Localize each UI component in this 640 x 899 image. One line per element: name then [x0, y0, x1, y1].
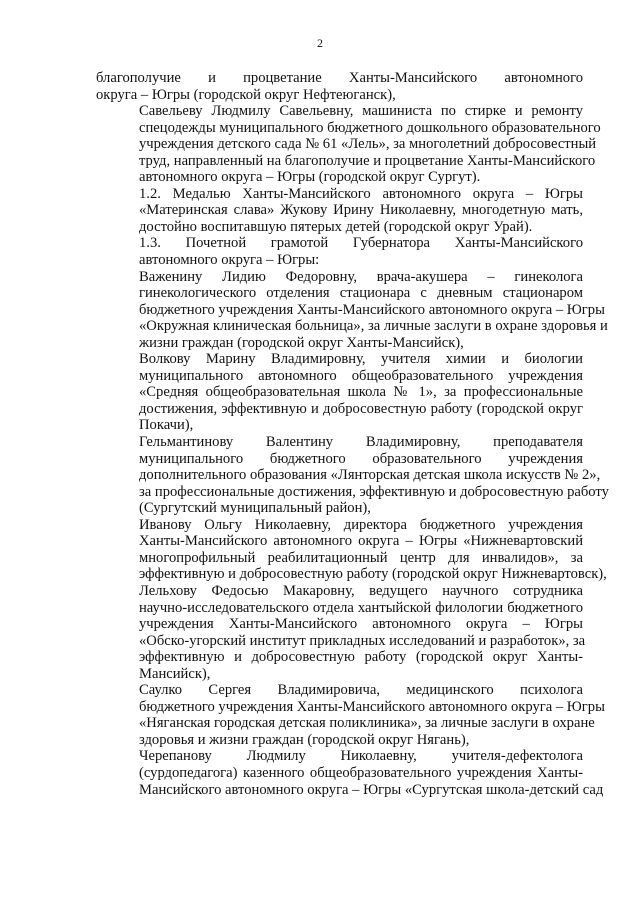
- text-line: муниципального бюджетного образовательного учреждения: [139, 450, 583, 467]
- text-line: эффективную и добросовестную работу (городской округ Ханты-: [139, 649, 583, 666]
- text-line: достижения, эффективную и добросовестную работу (городской округ: [139, 400, 583, 417]
- paragraph: [96, 186, 583, 236]
- text-line: спецодежды муниципального бюджетного дошкольного образовательного: [139, 119, 601, 136]
- paragraph: [96, 235, 583, 268]
- text-line: многопрофильный реабилитационный центр для инвалидов», за: [139, 549, 583, 566]
- text-line: «Окружная клиническая больница», за личные заслуги в охране здоровья и: [139, 318, 608, 335]
- paragraph: [96, 103, 601, 186]
- text-line: учреждения Ханты-Мансийского автономного округа – Югры: [139, 616, 583, 633]
- text-line: Лельхову Федосью Макаровну, ведущего научного сотрудника: [139, 582, 583, 599]
- paragraph: [96, 748, 604, 798]
- text-line: Савельеву Людмилу Савельевну, машиниста по стирке и ремонту: [139, 103, 583, 120]
- page-number: 2: [317, 36, 323, 50]
- text-line: 1.3. Почетной грамотой Губернатора Ханты-Мансийского: [139, 235, 583, 252]
- paragraph: [96, 70, 583, 103]
- text-line: Мансийск),: [139, 665, 211, 682]
- text-line: Иванову Ольгу Николаевну, директора бюджетного учреждения: [139, 516, 583, 533]
- text-line: округа – Югры (городской округ Нефтеюганск),: [96, 86, 396, 103]
- text-line: Волкову Марину Владимировну, учителя химии и биологии: [139, 351, 583, 368]
- text-line: бюджетного учреждения Ханты-Мансийского автономного округа – Югры: [139, 698, 605, 715]
- text-line: достойно воспитавшую пятерых детей (городской округ Урай).: [139, 218, 533, 235]
- text-line: здоровья и жизни граждан (городской округ Нягань),: [139, 731, 470, 748]
- text-line: Саулко Сергея Владимировича, медицинского психолога: [139, 682, 583, 699]
- paragraph: [96, 351, 583, 434]
- text-line: Черепанову Людмилу Николаевну, учителя-дефектолога: [139, 748, 583, 765]
- text-line: «Материнская слава» Жукову Ирину Николаевну, многодетную мать,: [139, 202, 583, 219]
- paragraph: [96, 516, 607, 583]
- paragraph: [96, 582, 586, 682]
- paragraph: [96, 682, 605, 748]
- text-line: автономного округа – Югры (городской округ Сургут).: [139, 169, 481, 186]
- text-line: Мансийского автономного округа – Югры «Сургутская школа-детский сад: [139, 781, 604, 798]
- text-line: Гельмантинову Валентину Владимировну, преподавателя: [139, 434, 583, 451]
- text-line: 1.2. Медалью Ханты-Мансийского автономного округа – Югры: [139, 185, 583, 202]
- text-line: Ханты-Мансийского автономного округа – Югры «Нижневартовский: [139, 533, 583, 550]
- text-line: «Обско-угорский институт прикладных исследований и разработок», за: [139, 632, 586, 649]
- text-line: Важенину Лидию Федоровну, врача-акушера – гинеколога: [139, 268, 583, 285]
- text-line: бюджетного учреждения Ханты-Мансийского автономного округа – Югры: [139, 301, 605, 318]
- paragraph: [96, 434, 609, 517]
- text-line: дополнительного образования «Лянторская детская школа искусств № 2»,: [139, 467, 601, 484]
- text-line: «Няганская городская детская поликлиника», за личные заслуги в охране: [139, 715, 595, 732]
- text-line: «Средняя общеобразовательная школа № 1», за профессиональные: [139, 384, 583, 401]
- text-line: гинекологического отделения стационара с дневным стационаром: [139, 285, 583, 302]
- text-line: благополучие и процветание Ханты-Мансийского автономного: [96, 70, 583, 86]
- document-body: [96, 70, 609, 798]
- text-line: эффективную и добросовестную работу (городской округ Нижневартовск),: [139, 566, 607, 583]
- text-line: муниципального автономного общеобразовательного учреждения: [139, 367, 583, 384]
- paragraph: [96, 268, 608, 352]
- text-line: труд, направленный на благополучие и процветание Ханты-Мансийского: [139, 152, 596, 169]
- text-line: (Сургутский муниципальный район),: [139, 500, 371, 517]
- text-line: автономного округа – Югры:: [139, 252, 320, 269]
- text-line: научно-исследовательского отдела хантыйской филологии бюджетного: [139, 599, 583, 616]
- text-line: (сурдопедагога) казенного общеобразовательного учреждения Ханты-: [139, 764, 583, 781]
- text-line: за профессиональные достижения, эффективную и добросовестную работу: [139, 483, 609, 500]
- text-line: учреждения детского сада № 61 «Лель», за многолетний добросовестный: [139, 136, 597, 153]
- text-line: Покачи),: [139, 417, 194, 434]
- text-line: жизни граждан (городской округ Ханты-Мансийск),: [139, 334, 464, 351]
